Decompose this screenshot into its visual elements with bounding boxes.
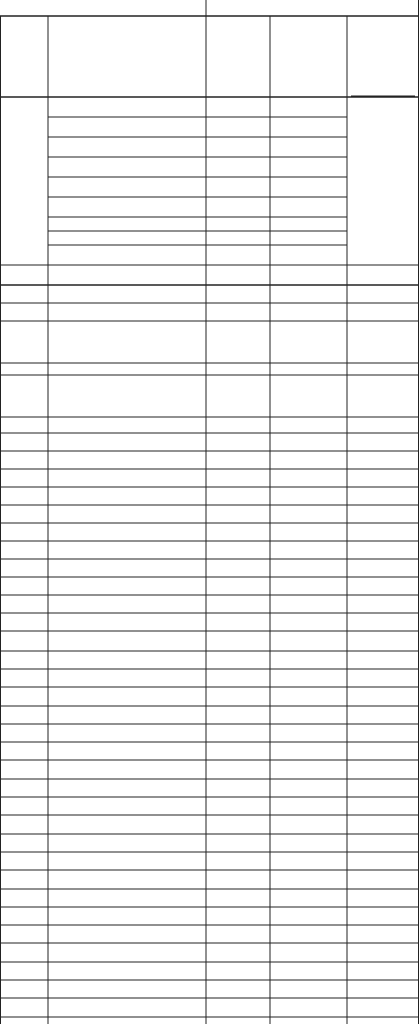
row-salary-value — [206, 490, 270, 502]
row-number — [0, 306, 48, 318]
row-number — [0, 544, 48, 556]
grade-2i-label — [70, 508, 190, 520]
row-number — [0, 490, 48, 502]
scale-value — [206, 119, 270, 135]
grade-label — [70, 249, 180, 263]
scale-value — [206, 159, 270, 175]
row-number — [0, 983, 48, 995]
row-1-value — [347, 635, 419, 647]
row-salary-value — [206, 1002, 270, 1014]
column-header-2i — [272, 20, 346, 90]
row-2i-value — [270, 562, 347, 574]
row-number — [0, 672, 48, 684]
row-salary-value — [206, 562, 270, 574]
scale-value — [206, 199, 270, 215]
row-salary-value — [206, 892, 270, 904]
row-salary-value — [206, 390, 270, 402]
row-number — [0, 472, 48, 484]
row-2i-value — [270, 580, 347, 592]
row-number — [0, 928, 48, 940]
row-2i-value — [270, 544, 347, 556]
row-number — [0, 965, 48, 977]
scale-value — [206, 139, 270, 155]
row-2i-value — [270, 598, 347, 610]
row-salary-value — [206, 782, 270, 794]
row-salary-value — [206, 928, 270, 940]
row-number — [0, 837, 48, 849]
salary-scale-side-label — [14, 170, 34, 250]
row-number — [0, 390, 48, 402]
row-number — [0, 727, 48, 739]
row-1-value — [347, 672, 419, 684]
row-salary-value — [206, 580, 270, 592]
row-number — [0, 336, 48, 348]
row-salary-value — [206, 454, 270, 466]
row-salary-value — [206, 288, 270, 300]
row-number — [0, 947, 48, 959]
row-salary-value — [206, 983, 270, 995]
row-salary-value — [206, 910, 270, 922]
column-header-kala — [2, 40, 46, 80]
row-number — [0, 635, 48, 647]
row-number — [0, 508, 48, 520]
row-number — [0, 616, 48, 628]
row-salary-value — [206, 508, 270, 520]
row-salary-value — [206, 947, 270, 959]
row-number — [0, 745, 48, 757]
row-number — [0, 363, 48, 375]
row-number — [0, 892, 48, 904]
row-number — [0, 288, 48, 300]
scale-code-header — [206, 0, 419, 16]
grade-2ii-label — [70, 288, 190, 300]
row-salary-value — [206, 436, 270, 448]
row-number — [0, 598, 48, 610]
row-salary-value — [206, 709, 270, 721]
row-number — [0, 782, 48, 794]
row-salary-value — [206, 363, 270, 375]
row-number — [0, 691, 48, 703]
grade-1-label — [70, 635, 190, 647]
scale-value — [206, 179, 270, 195]
row-number — [0, 800, 48, 812]
column-header-1 — [349, 26, 417, 92]
row-salary-value — [206, 837, 270, 849]
row-salary-value — [206, 306, 270, 318]
row-1-value — [347, 654, 419, 666]
row-salary-value — [206, 526, 270, 538]
qualification-note-row-3 — [50, 323, 204, 361]
column-header-badawa — [208, 26, 268, 86]
row-number — [0, 874, 48, 886]
row-1-value — [347, 691, 419, 703]
scale-value — [206, 99, 270, 115]
row-number — [0, 419, 48, 431]
row-salary-value — [206, 745, 270, 757]
row-salary-value — [206, 874, 270, 886]
row-salary-value — [206, 419, 270, 431]
row-number — [0, 819, 48, 831]
row-salary-value — [206, 727, 270, 739]
row-salary-value — [206, 800, 270, 812]
row-2i-value — [270, 526, 347, 538]
row-number — [0, 654, 48, 666]
row-salary-value — [206, 544, 270, 556]
row-salary-value — [206, 855, 270, 867]
row-number — [0, 855, 48, 867]
row-number — [0, 709, 48, 721]
row-salary-value — [206, 672, 270, 684]
row-number — [0, 764, 48, 776]
row-number — [0, 526, 48, 538]
row-salary-value — [206, 336, 270, 348]
row-1-value — [347, 727, 419, 739]
row-number — [0, 454, 48, 466]
row-salary-value — [206, 764, 270, 776]
row-number — [0, 910, 48, 922]
row-2i-value — [270, 508, 347, 520]
row-number — [0, 562, 48, 574]
row-salary-value — [206, 654, 270, 666]
row-salary-value — [206, 635, 270, 647]
row-salary-value — [206, 691, 270, 703]
row-salary-value — [206, 616, 270, 628]
row-number — [0, 1002, 48, 1014]
row-salary-value — [206, 472, 270, 484]
row-1-value — [347, 709, 419, 721]
row-salary-value — [206, 819, 270, 831]
row-number — [0, 580, 48, 592]
row-salary-value — [206, 965, 270, 977]
row-number — [0, 436, 48, 448]
qualification-note-row-5 — [50, 377, 204, 415]
row-salary-value — [206, 598, 270, 610]
